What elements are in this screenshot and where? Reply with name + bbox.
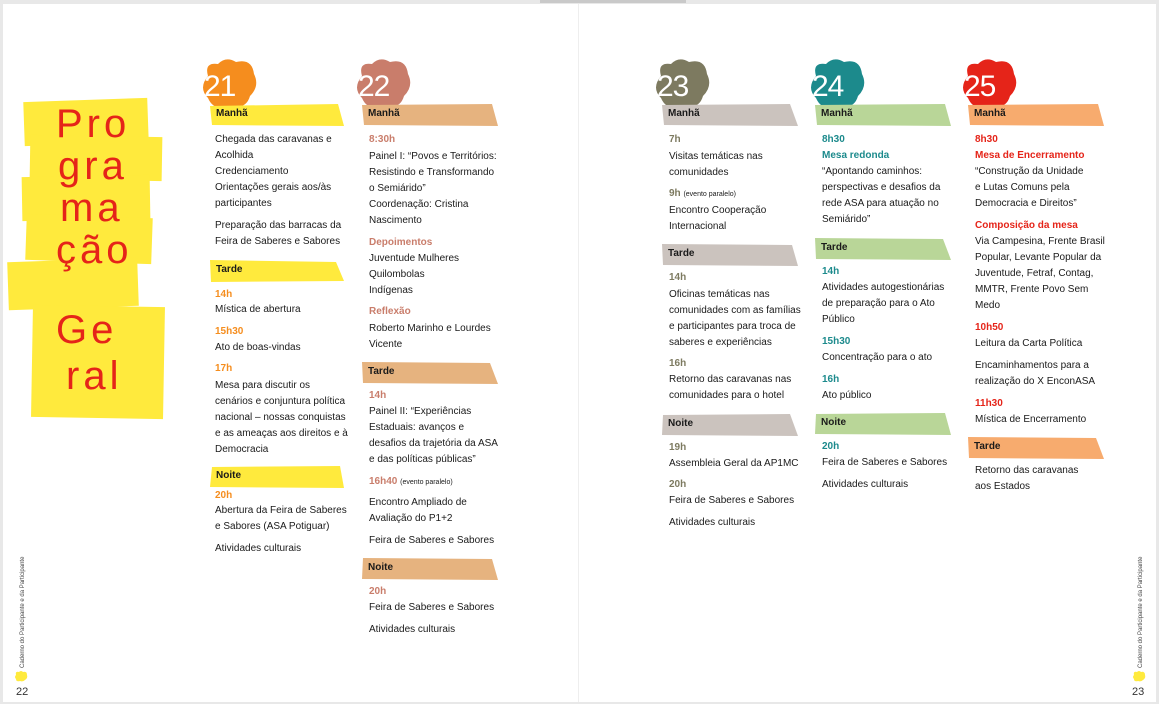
section-header-tarde	[362, 362, 498, 384]
item-text: Abertura da Feira de Saberes	[215, 505, 347, 516]
flower-small-icon	[14, 670, 28, 682]
time-label: 14h	[822, 266, 840, 277]
item-text: Democracia	[215, 444, 269, 455]
item-text: Popular, Levante Popular da	[975, 252, 1102, 263]
item-text: Painel I: “Povos e Territórios:	[369, 151, 497, 162]
time-text: 16h40	[369, 476, 398, 487]
item-text: realização do X EnconASA	[975, 376, 1096, 387]
item-text: Coordenação: Cristina	[369, 199, 469, 210]
section-label: Manhã	[821, 108, 853, 119]
item-text: Juventude Mulheres	[369, 253, 460, 264]
item-text: Feira de Saberes e Sabores	[669, 495, 795, 506]
time-label: 14h	[215, 289, 233, 300]
item-text: Retorno das caravanas	[975, 465, 1079, 476]
item-text: Mística de abertura	[215, 304, 301, 315]
item-text: Preparação das barracas da	[215, 220, 342, 231]
time-label: 16h	[822, 374, 840, 385]
section-label: Manhã	[668, 108, 700, 119]
subheading: Depoimentos	[369, 237, 433, 248]
section-header-tarde	[662, 244, 798, 266]
section-header-manha	[815, 104, 951, 126]
item-text: Painel II: “Experiências	[369, 406, 472, 417]
time-label: 20h	[822, 441, 840, 452]
section-header-noite	[662, 414, 798, 436]
item-text: Via Campesina, Frente Brasil	[975, 236, 1105, 247]
title-line: ção	[56, 228, 133, 272]
section-label: Tarde	[668, 248, 695, 259]
item-text: cenários e conjuntura política	[215, 396, 346, 407]
time-label: 10h50	[975, 322, 1004, 333]
time-label: 15h30	[822, 336, 851, 347]
section-label: Manhã	[974, 108, 1006, 119]
section-label: Noite	[216, 470, 241, 481]
item-text: Indígenas	[369, 285, 413, 296]
item-text: MMTR, Frente Povo Sem	[975, 284, 1089, 295]
item-text: Mística de Encerramento	[975, 414, 1087, 425]
section-header-manha	[662, 104, 798, 126]
item-text: “Apontando caminhos:	[822, 166, 923, 177]
day-number-text: 24	[812, 70, 844, 103]
scroll-indicator[interactable]	[540, 0, 686, 3]
section-label: Noite	[668, 418, 693, 429]
item-text: Internacional	[669, 221, 727, 232]
section-header-noite	[815, 413, 951, 435]
title-block	[8, 100, 168, 420]
item-text: Atividades culturais	[215, 543, 302, 554]
subheading: Mesa redonda	[822, 150, 890, 161]
page-number-left: 22	[16, 686, 29, 698]
page-number-right: 23	[1132, 686, 1145, 698]
item-text: e das políticas públicas”	[369, 454, 476, 465]
section-header-manha	[968, 104, 1104, 126]
time-label: 8h30	[822, 134, 845, 145]
time-label: 11h30	[975, 398, 1003, 409]
title-line: gra	[58, 144, 128, 188]
title-line: Pro	[56, 102, 131, 146]
item-text: participantes	[215, 198, 272, 209]
item-text: Credenciamento	[215, 166, 289, 177]
item-text: desafios da trajetória da ASA	[369, 438, 498, 449]
section-header-tarde	[210, 260, 344, 282]
time-label: 8:30h	[369, 134, 396, 145]
section-header-manha	[362, 104, 498, 126]
item-text: Nascimento	[369, 215, 422, 226]
section-label: Manhã	[216, 108, 248, 119]
title-line: ral	[66, 354, 123, 398]
item-text: Atividades culturais	[369, 624, 456, 635]
item-text: Encontro Cooperação	[669, 205, 767, 216]
item-text: comunidades	[669, 167, 729, 178]
item-text: Avaliação do P1+2	[369, 513, 453, 524]
flower-small-icon	[1132, 670, 1146, 682]
time-label: 7h	[669, 134, 681, 145]
subheading: Composição da mesa	[975, 220, 1078, 231]
item-text: Medo	[975, 300, 1001, 311]
item-text: Semiárido”	[822, 214, 871, 225]
item-text: Roberto Marinho e Lourdes	[369, 323, 491, 334]
item-text: Encaminhamentos para a	[975, 360, 1089, 371]
subheading: Reflexão	[369, 306, 411, 317]
item-text: comunidades com as famílias	[669, 305, 801, 316]
section-header-manha	[210, 104, 344, 126]
item-text: Mesa para discutir os	[215, 380, 311, 391]
section-label: Tarde	[368, 366, 395, 377]
title-line: ma	[60, 186, 124, 230]
section-label: Tarde	[974, 441, 1001, 452]
section-label: Tarde	[821, 242, 848, 253]
item-text: e participantes para troca de	[669, 321, 796, 332]
item-text: e as ameaças aos direitos e à	[215, 428, 348, 439]
day-number-text: 22	[358, 70, 390, 103]
item-text: saberes e experiências	[669, 337, 772, 348]
item-text: Encontro Ampliado de	[369, 497, 467, 508]
item-text: Juventude, Fetraf, Contag,	[975, 268, 1094, 279]
section-header-noite	[362, 558, 498, 580]
subheading: Mesa de Encerramento	[975, 150, 1085, 161]
item-text: Estaduais: avanços e	[369, 422, 465, 433]
section-label: Noite	[368, 562, 393, 573]
item-text: o Semiárido”	[369, 183, 426, 194]
item-text: aos Estados	[975, 481, 1031, 492]
item-text: e Lutas Comuns pela	[975, 182, 1070, 193]
item-text: Público	[822, 314, 855, 325]
item-text: Quilombolas	[369, 269, 425, 280]
item-text: Resistindo e Transformando	[369, 167, 495, 178]
parallel-note: (evento paralelo)	[683, 191, 736, 198]
item-text: perspectivas e desafios da	[822, 182, 941, 193]
section-label: Noite	[821, 417, 846, 428]
item-text: Feira de Saberes e Sabores	[369, 535, 495, 546]
day-number-text: 23	[657, 70, 689, 103]
time-text: 9h	[669, 188, 681, 199]
item-text: Democracia e Direitos”	[975, 198, 1077, 209]
vertical-caption-left: Caderno do Participante e da Participante	[20, 556, 26, 668]
item-text: Acolhida	[215, 150, 254, 161]
item-text: Ato público	[822, 390, 872, 401]
item-text: Leitura da Carta Política	[975, 338, 1083, 349]
item-text: rede ASA para atuação no	[822, 198, 939, 209]
parallel-note: (evento paralelo)	[400, 479, 453, 486]
item-text: Visitas temáticas nas	[669, 151, 763, 162]
item-text: Atividades culturais	[669, 517, 756, 528]
item-text: e Sabores (ASA Potiguar)	[215, 521, 330, 532]
time-label	[369, 475, 453, 490]
section-label: Tarde	[216, 264, 243, 275]
day-number-text: 25	[964, 70, 996, 103]
item-text: Assembleia Geral da AP1MC	[669, 458, 799, 469]
page-gutter	[578, 4, 579, 702]
item-text: Retorno das caravanas nas	[669, 374, 792, 385]
item-text: Orientações gerais aos/às	[215, 182, 332, 193]
item-text: Vicente	[369, 339, 403, 350]
time-label: 8h30	[975, 134, 998, 145]
time-label: 14h	[369, 390, 387, 401]
time-label: 20h	[369, 586, 387, 597]
time-label: 16h	[669, 358, 687, 369]
section-header-tarde	[968, 437, 1104, 459]
day-number-text: 21	[204, 70, 236, 103]
item-text: comunidades para o hotel	[669, 390, 785, 401]
section-label: Manhã	[368, 108, 400, 119]
item-text: Concentração para o ato	[822, 352, 933, 363]
item-text: Feira de Saberes e Sabores	[369, 602, 495, 613]
time-label: 20h	[215, 490, 233, 501]
item-text: Feira de Saberes e Sabores	[822, 457, 948, 468]
item-text: “Construção da Unidade	[975, 166, 1084, 177]
section-header-noite	[210, 466, 344, 488]
item-text: Oficinas temáticas nas	[669, 289, 770, 300]
item-text: Chegada das caravanas e	[215, 134, 332, 145]
time-label: 15h30	[215, 326, 244, 337]
time-label: 20h	[669, 479, 687, 490]
vertical-caption-right: Caderno do Participante e da Participante	[1138, 556, 1144, 668]
item-text: Ato de boas-vindas	[215, 342, 301, 353]
item-text: nacional – nossas conquistas	[215, 412, 346, 423]
time-label: 14h	[669, 272, 687, 283]
time-label	[669, 187, 736, 202]
item-text: Atividades culturais	[822, 479, 909, 490]
item-text: Feira de Saberes e Sabores	[215, 236, 341, 247]
title-line: Ge	[56, 308, 118, 352]
time-label: 19h	[669, 442, 687, 453]
section-header-tarde	[815, 238, 951, 260]
time-label: 17h	[215, 363, 233, 374]
item-text: Atividades autogestionárias	[822, 282, 945, 293]
item-text: de preparação para o Ato	[822, 298, 935, 309]
